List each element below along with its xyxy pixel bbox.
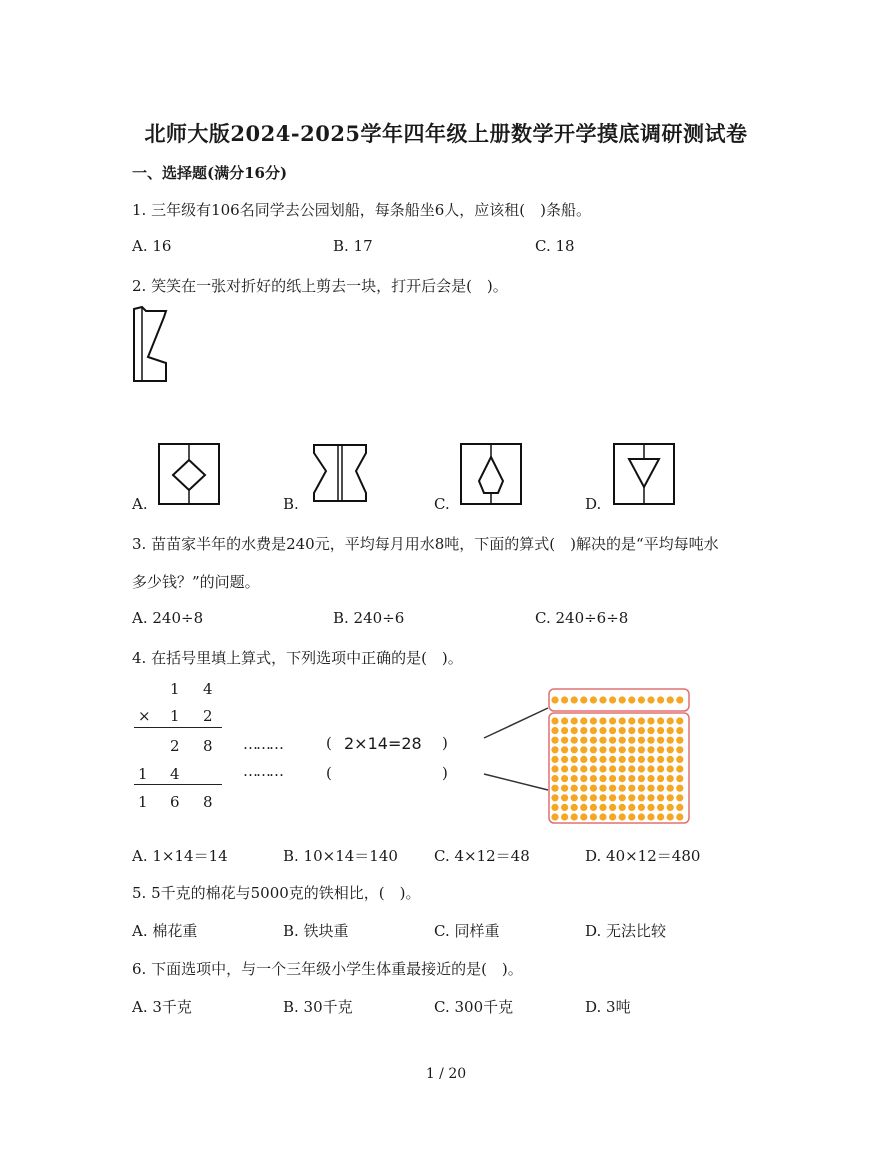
vm-row4-d1: 1 (138, 765, 148, 783)
grid-dot (561, 696, 568, 703)
grid-dot (551, 794, 558, 801)
grid-dot (638, 727, 645, 734)
grid-dot (676, 765, 683, 772)
vm-row5-d2: 6 (170, 793, 180, 811)
grid-dot (551, 756, 558, 763)
vm-row1-d1: 1 (170, 680, 180, 698)
grid-dot (638, 775, 645, 782)
grid-dot (571, 775, 578, 782)
paren-open-2: ( (326, 764, 332, 782)
grid-dot (628, 804, 635, 811)
q5-option-b[interactable]: B. 铁块重 (283, 922, 349, 940)
grid-dot (657, 813, 664, 820)
grid-dot (571, 756, 578, 763)
grid-dot (609, 746, 616, 753)
q2-figure-c (460, 443, 524, 507)
grid-dot (676, 737, 683, 744)
grid-dot (590, 804, 597, 811)
vm-row3-d2: 8 (203, 737, 213, 755)
grid-dot (628, 727, 635, 734)
q5-option-c[interactable]: C. 同样重 (434, 922, 500, 940)
grid-dot (619, 775, 626, 782)
grid-dot (551, 727, 558, 734)
grid-dot (628, 756, 635, 763)
grid-dot (638, 785, 645, 792)
grid-dot (590, 785, 597, 792)
q2-option-d[interactable]: D. (585, 495, 602, 513)
paren-close-1: ) (442, 734, 448, 752)
vm-rule-1 (134, 727, 222, 728)
grid-dot (580, 727, 587, 734)
grid-dot (676, 696, 683, 703)
grid-dot (580, 737, 587, 744)
grid-dot (599, 785, 606, 792)
question-4: 4. 在括号里填上算式，下列选项中正确的是( )。 (132, 649, 463, 667)
grid-dot (628, 785, 635, 792)
q4-option-d[interactable]: D. 40×12＝480 (585, 847, 701, 865)
q1-option-c[interactable]: C. 18 (535, 237, 575, 255)
grid-dot (638, 804, 645, 811)
q3-option-c[interactable]: C. 240÷6÷8 (535, 609, 629, 627)
grid-dot (561, 756, 568, 763)
grid-dot (647, 746, 654, 753)
grid-dot (561, 727, 568, 734)
grid-dot (561, 804, 568, 811)
grid-dot (657, 696, 664, 703)
grid-dot (609, 696, 616, 703)
grid-dot (676, 785, 683, 792)
grid-dot (609, 785, 616, 792)
q1-option-b[interactable]: B. 17 (333, 237, 373, 255)
grid-dot (619, 696, 626, 703)
grid-dot (609, 804, 616, 811)
grid-dot (599, 717, 606, 724)
grid-dot (580, 813, 587, 820)
grid-dot (551, 737, 558, 744)
page-title: 北师大版2024-2025学年四年级上册数学开学摸底调研测试卷 (144, 121, 748, 146)
grid-dot (638, 756, 645, 763)
grid-dot (609, 813, 616, 820)
page-number: 1 / 20 (425, 1066, 467, 1082)
grid-dot (590, 696, 597, 703)
question-6: 6. 下面选项中，与一个三年级小学生体重最接近的是( )。 (132, 960, 523, 978)
grid-dot (667, 785, 674, 792)
grid-dot (561, 737, 568, 744)
grid-dot (599, 727, 606, 734)
q2-option-a[interactable]: A. (132, 495, 148, 513)
grid-dot (571, 717, 578, 724)
grid-dot (676, 794, 683, 801)
grid-dot (561, 785, 568, 792)
grid-dot (551, 746, 558, 753)
grid-dot (571, 794, 578, 801)
grid-dot (619, 794, 626, 801)
grid-dot (561, 794, 568, 801)
q1-option-a[interactable]: A. 16 (132, 237, 172, 255)
grid-dot (571, 804, 578, 811)
dots-2: ……… (243, 762, 282, 780)
grid-dot (590, 775, 597, 782)
grid-dot (619, 717, 626, 724)
folded-paper-figure (128, 303, 176, 385)
connector-lines (480, 700, 552, 800)
grid-dot (667, 727, 674, 734)
question-1: 1. 三年级有106名同学去公园划船，每条船坐6人，应该租( )条船。 (132, 201, 591, 219)
q5-option-a[interactable]: A. 棉花重 (132, 922, 198, 940)
grid-dot (619, 746, 626, 753)
grid-dot (638, 717, 645, 724)
grid-dot (551, 785, 558, 792)
grid-dot (657, 746, 664, 753)
q2-figure-d (613, 443, 677, 507)
q2-figure-b (310, 443, 372, 507)
paren-open-1: ( (326, 734, 332, 752)
grid-dot (657, 756, 664, 763)
grid-dot (647, 794, 654, 801)
grid-dot (667, 804, 674, 811)
grid-dot (599, 794, 606, 801)
grid-dot (551, 696, 558, 703)
grid-dot (647, 737, 654, 744)
q6-option-b[interactable]: B. 30千克 (283, 998, 353, 1016)
question-3-line1: 3. 苗苗家半年的水费是240元，平均每月用水8吨，下面的算式( )解决的是“平均每吨水 (132, 535, 719, 553)
question-2: 2. 笑笑在一张对折好的纸上剪去一块，打开后会是( )。 (132, 277, 508, 295)
grid-dot (571, 746, 578, 753)
dot-grid-12x14 (548, 688, 692, 826)
grid-dot (590, 717, 597, 724)
grid-dot (667, 737, 674, 744)
grid-dot (590, 813, 597, 820)
grid-dot (628, 696, 635, 703)
grid-dot (647, 813, 654, 820)
grid-dot (580, 794, 587, 801)
vm-rule-2 (134, 784, 222, 785)
grid-dot (599, 775, 606, 782)
grid-dot (551, 813, 558, 820)
grid-dot (590, 727, 597, 734)
vm-times-sign: × (138, 707, 151, 725)
grid-dot (638, 746, 645, 753)
grid-dot (657, 775, 664, 782)
q2-option-b[interactable]: B. (283, 495, 299, 513)
grid-dot (580, 756, 587, 763)
grid-dot (590, 756, 597, 763)
grid-dot (647, 804, 654, 811)
grid-dot (667, 696, 674, 703)
paren-close-2: ) (442, 764, 448, 782)
grid-dot (609, 717, 616, 724)
grid-dot (667, 756, 674, 763)
grid-dot (571, 813, 578, 820)
grid-dot (676, 775, 683, 782)
grid-dot (599, 737, 606, 744)
grid-dot (599, 813, 606, 820)
grid-dot (580, 775, 587, 782)
grid-dot (638, 696, 645, 703)
grid-dot (609, 765, 616, 772)
grid-dot (580, 717, 587, 724)
grid-dot (628, 746, 635, 753)
grid-dot (638, 794, 645, 801)
grid-dot (676, 804, 683, 811)
grid-dot (590, 746, 597, 753)
grid-dot (647, 727, 654, 734)
grid-dot (667, 775, 674, 782)
grid-dot (657, 737, 664, 744)
vm-row3-d1: 2 (170, 737, 180, 755)
grid-dot (657, 794, 664, 801)
grid-dot (628, 765, 635, 772)
q2-figure-a (158, 443, 222, 507)
grid-dot (609, 727, 616, 734)
grid-dot (657, 765, 664, 772)
grid-dot (580, 765, 587, 772)
grid-dot (647, 775, 654, 782)
grid-dot (628, 813, 635, 820)
grid-dot (667, 794, 674, 801)
grid-dot (551, 717, 558, 724)
section-heading: 一、选择题(满分16分) (132, 164, 288, 182)
grid-dot (590, 737, 597, 744)
grid-dot (638, 813, 645, 820)
grid-dot (647, 765, 654, 772)
grid-dot (561, 775, 568, 782)
vm-row5-d3: 8 (203, 793, 213, 811)
grid-dot (647, 717, 654, 724)
grid-dot (561, 765, 568, 772)
grid-dot (667, 765, 674, 772)
vm-row1-d2: 4 (203, 680, 213, 698)
grid-dot (619, 804, 626, 811)
grid-dot (619, 813, 626, 820)
grid-dot (667, 717, 674, 724)
grid-dot (628, 775, 635, 782)
grid-dot (609, 737, 616, 744)
grid-dot (561, 717, 568, 724)
grid-dot (628, 717, 635, 724)
grid-dot (619, 737, 626, 744)
grid-dot (667, 746, 674, 753)
grid-dot (571, 785, 578, 792)
grid-dot (657, 727, 664, 734)
q6-option-c[interactable]: C. 300千克 (434, 998, 514, 1016)
grid-dot (667, 813, 674, 820)
grid-dot (571, 696, 578, 703)
grid-dot (599, 696, 606, 703)
grid-dot (628, 794, 635, 801)
grid-dot (599, 765, 606, 772)
grid-dot (619, 727, 626, 734)
filled-formula: 2×14=28 (344, 734, 422, 753)
grid-dot (551, 765, 558, 772)
q3-option-a[interactable]: A. 240÷8 (132, 609, 204, 627)
q6-option-d[interactable]: D. 3吨 (585, 998, 631, 1016)
grid-dot (561, 746, 568, 753)
grid-dot (561, 813, 568, 820)
grid-dot (676, 727, 683, 734)
question-5: 5. 5千克的棉花与5000克的铁相比，( )。 (132, 884, 421, 902)
grid-dot (619, 785, 626, 792)
q5-option-d[interactable]: D. 无法比较 (585, 922, 667, 940)
q4-option-b[interactable]: B. 10×14＝140 (283, 847, 398, 865)
grid-dot (571, 737, 578, 744)
grid-dot (580, 696, 587, 703)
vm-row5-d1: 1 (138, 793, 148, 811)
grid-dot (676, 717, 683, 724)
grid-dot (647, 696, 654, 703)
vm-row4-d2: 4 (170, 765, 180, 783)
grid-dot (590, 765, 597, 772)
q2-option-c[interactable]: C. (434, 495, 450, 513)
grid-dot (657, 804, 664, 811)
grid-dot (676, 746, 683, 753)
dots-1: ……… (243, 735, 282, 753)
grid-dot (599, 746, 606, 753)
grid-dot (609, 775, 616, 782)
grid-dot (580, 785, 587, 792)
grid-dot (657, 785, 664, 792)
grid-dot (647, 785, 654, 792)
grid-dot (571, 765, 578, 772)
vm-row2-d2: 2 (203, 707, 213, 725)
grid-dot (580, 746, 587, 753)
q4-option-a[interactable]: A. 1×14＝14 (132, 847, 228, 865)
grid-dot (551, 804, 558, 811)
grid-dot (638, 765, 645, 772)
grid-dot (638, 737, 645, 744)
question-3-line2: 多少钱？”的问题。 (132, 573, 260, 591)
grid-dot (609, 756, 616, 763)
grid-dot (657, 717, 664, 724)
grid-dot (599, 804, 606, 811)
vm-row2-d1: 1 (170, 707, 180, 725)
grid-dot (619, 756, 626, 763)
q3-option-b[interactable]: B. 240÷6 (333, 609, 405, 627)
grid-dot (609, 794, 616, 801)
q6-option-a[interactable]: A. 3千克 (132, 998, 192, 1016)
grid-dot (580, 804, 587, 811)
grid-dot (590, 794, 597, 801)
grid-dot (619, 765, 626, 772)
grid-dot (628, 737, 635, 744)
grid-dot (599, 756, 606, 763)
grid-dot (551, 775, 558, 782)
q4-option-c[interactable]: C. 4×12＝48 (434, 847, 530, 865)
grid-dot (647, 756, 654, 763)
grid-dot (571, 727, 578, 734)
grid-dot (676, 756, 683, 763)
grid-dot (676, 813, 683, 820)
